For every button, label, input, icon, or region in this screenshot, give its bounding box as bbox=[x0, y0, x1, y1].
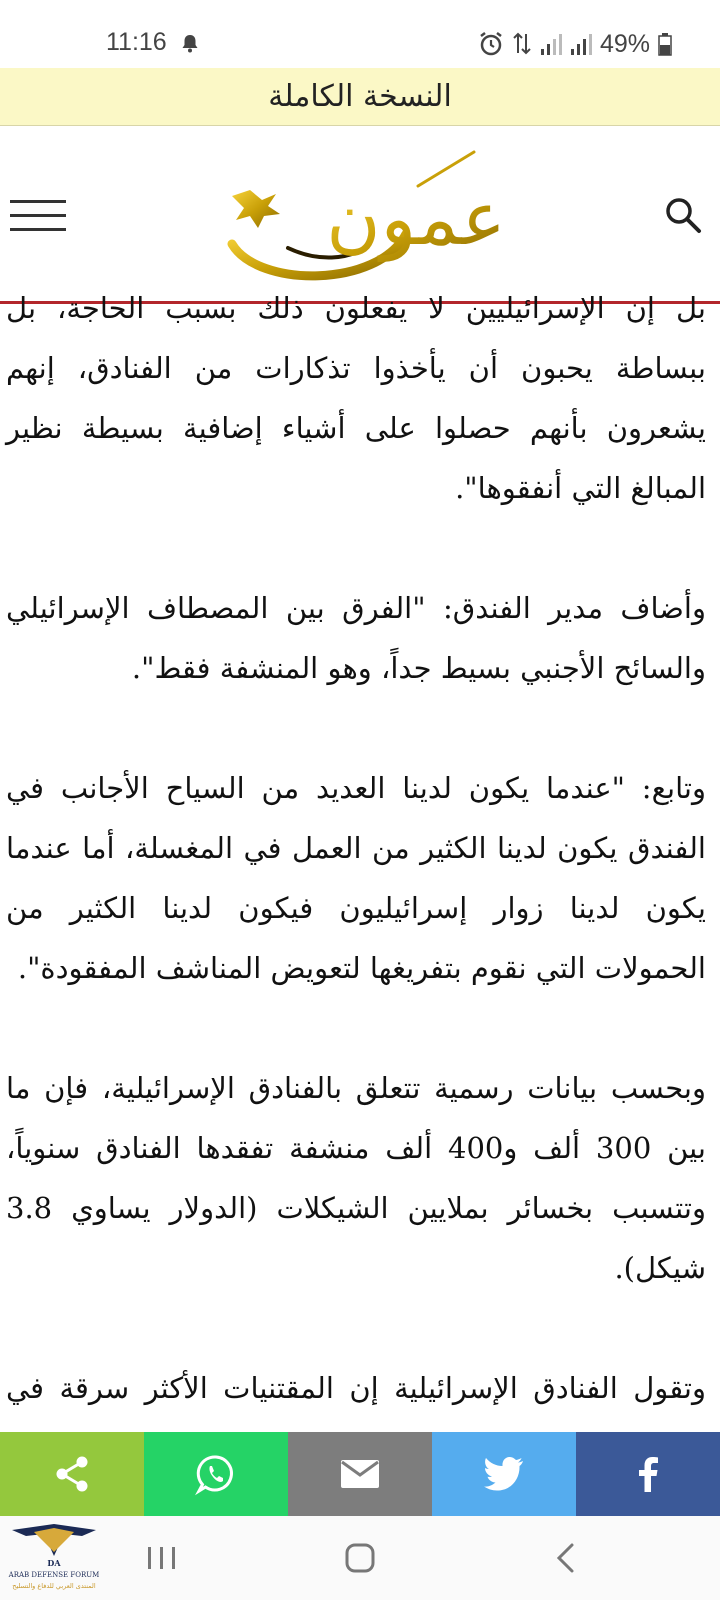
whatsapp-icon bbox=[196, 1454, 236, 1494]
article-paragraph: وتقول الفنادق الإسرائيلية إن المقتنيات الأكثر سرقة في bbox=[6, 1371, 706, 1405]
alarm-icon bbox=[478, 31, 504, 57]
full-version-link[interactable]: النسخة الكاملة bbox=[0, 68, 720, 126]
status-icons bbox=[478, 28, 672, 60]
article-paragraph: بل إن الإسرائيليين لا يفعلون ذلك بسبب الحاجة، بل ببساطة يحبون أن يأخذوا تذكارات من الفنادق، إنهم يشعرون بأنهم حصلوا على أشياء إضافية بسيطة نظير المبالغ التي أنفقوها". bbox=[6, 291, 706, 505]
svg-text:DA: DA bbox=[47, 1558, 61, 1568]
article-body bbox=[0, 291, 720, 1432]
article-paragraph: وبحسب بيانات رسمية تتعلق بالفنادق الإسرائيلية، فإن ما بين 300 ألف و400 ألف منشفة تفقدها الفنادق سنوياً، وتتسبب بخسائر بملايين الشيكلات (الدولار يساوي 3.8 شيكل). bbox=[6, 1071, 706, 1285]
svg-text:ARAB DEFENSE FORUM: ARAB DEFENSE FORUM bbox=[8, 1571, 100, 1579]
share-icon bbox=[52, 1454, 92, 1494]
status-bar bbox=[0, 0, 720, 68]
back-icon[interactable] bbox=[546, 1538, 586, 1578]
watermark-logo bbox=[4, 1522, 104, 1598]
status-time: 11:16 bbox=[106, 28, 167, 56]
battery-percent: 49% bbox=[599, 29, 650, 58]
battery-icon bbox=[658, 31, 672, 57]
data-arrows-icon bbox=[512, 31, 532, 57]
share-button[interactable] bbox=[0, 1432, 144, 1516]
whatsapp-share-button[interactable] bbox=[144, 1432, 288, 1516]
recent-apps-icon[interactable] bbox=[142, 1538, 182, 1578]
facebook-share-button[interactable] bbox=[576, 1432, 720, 1516]
menu-icon[interactable] bbox=[10, 198, 66, 234]
signal-icon bbox=[540, 31, 562, 57]
system-nav-bar bbox=[0, 1516, 720, 1600]
svg-text:عمون: عمون bbox=[326, 176, 506, 262]
twitter-share-button[interactable] bbox=[432, 1432, 576, 1516]
search-icon[interactable] bbox=[664, 196, 702, 234]
bell-icon bbox=[180, 33, 200, 53]
home-icon[interactable] bbox=[340, 1538, 380, 1578]
twitter-icon bbox=[484, 1457, 524, 1491]
article-paragraph: وتابع: "عندما يكون لدينا العديد من السياح الأجانب في الفندق يكون لدينا الكثير من العمل في المغسلة، أما عندما يكون لدينا زوار إسرائيليون فيكون لدينا الكثير من الحمولات التي نقوم بتفريغها لتعويض المناشف المفقودة". bbox=[6, 771, 706, 985]
article-paragraph: وأضاف مدير الفندق: "الفرق بين المصطاف الإسرائيلي والسائح الأجنبي بسيط جداً، وهو المنشفة فقط". bbox=[6, 591, 706, 685]
signal-icon bbox=[570, 31, 592, 57]
logo[interactable] bbox=[228, 148, 506, 280]
facebook-icon bbox=[637, 1456, 659, 1492]
svg-text:المنتدى العربي للدفاع والتسليح: المنتدى العربي للدفاع والتسليح bbox=[12, 1582, 96, 1590]
email-share-button[interactable] bbox=[288, 1432, 432, 1516]
email-icon bbox=[340, 1458, 380, 1490]
share-bar bbox=[0, 1432, 720, 1516]
